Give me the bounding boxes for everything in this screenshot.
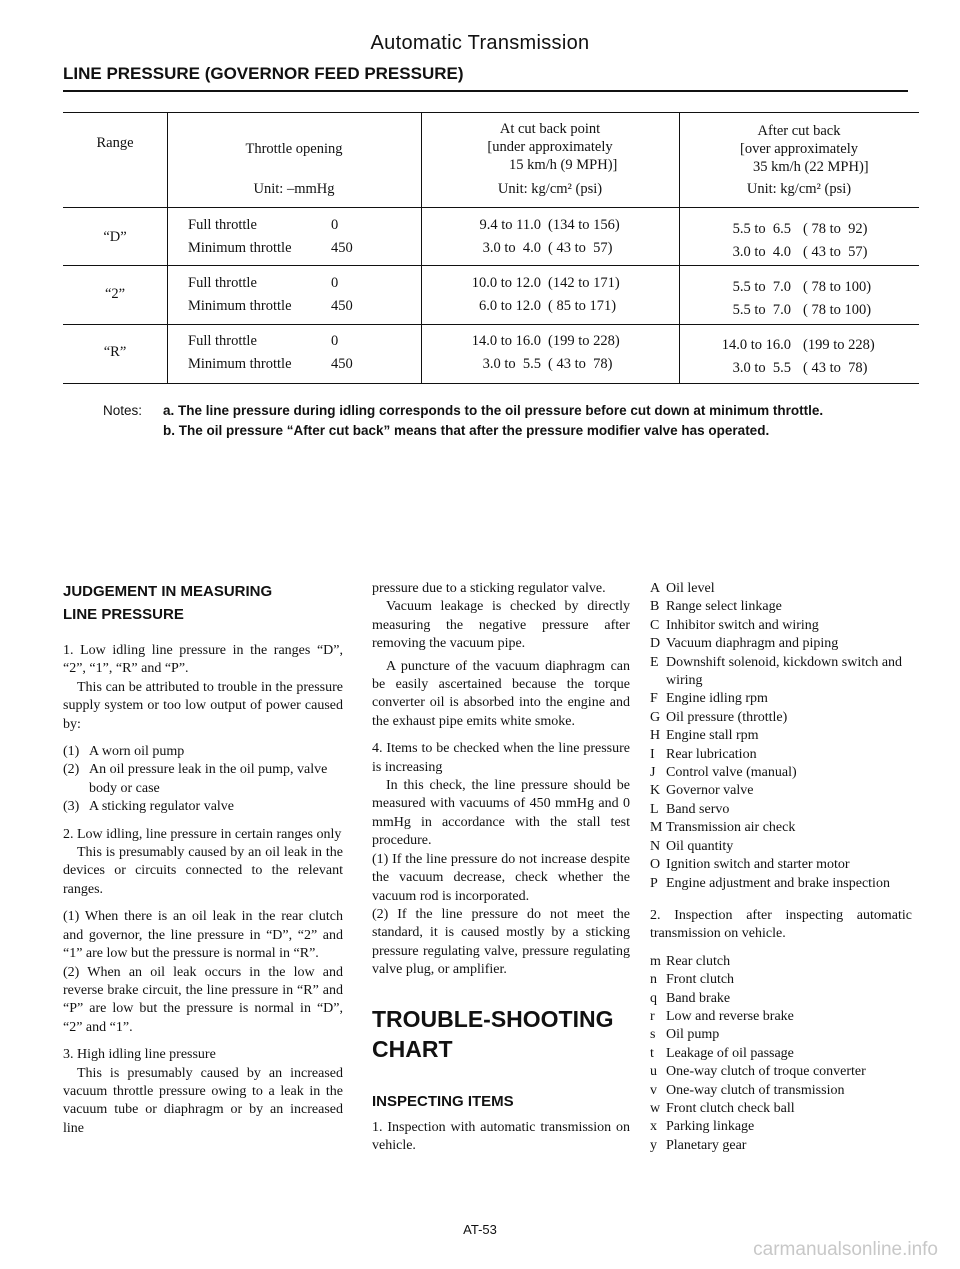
cut-header-3: 15 km/h (9 MPH)] [509, 157, 618, 173]
list-item: E Downshift solenoid, kickdown switch and wiring [650, 654, 903, 689]
list-item: L Band servo [650, 801, 730, 817]
throttle-value: 450 [331, 298, 353, 314]
list-item: w Front clutch check ball [650, 1100, 795, 1116]
throttle-unit: Unit: –mmHg [253, 181, 335, 197]
list-item: H Engine stall rpm [650, 728, 759, 744]
paragraph: 1. Low idling line pressure in the ranges “D”, “2”, “1”, “R” and “P”. [63, 643, 343, 677]
paragraph: Vacuum leakage is checked by directly measuring the negative pressure after removing the vacuum pipe. [372, 599, 630, 652]
throttle-label: Full throttle [188, 217, 257, 233]
throttle-label: Minimum throttle [188, 356, 292, 372]
list-item: (2) An oil pressure leak in the oil pump, valve body or case [63, 762, 328, 796]
right-column [650, 580, 912, 1155]
list-item: A Oil level [650, 581, 715, 596]
cut-value: 14.0 to 16.0 [471, 333, 541, 349]
paragraph: This is presumably caused by an increased vacuum throttle pressure owing to a leak in the vacuum tube or diaphragm or by an increased line [63, 1065, 343, 1136]
inspecting-items-heading: INSPECTING ITEMS [372, 1092, 514, 1110]
list-item: G Oil pressure (throttle) [650, 709, 788, 725]
line-pressure-table [63, 112, 919, 384]
paragraph: In this check, the line pressure should be measured with vacuums of 450 mmHg and 0 mmHg in accordance with the stall test procedure. [372, 778, 630, 849]
after-psi: ( 43 to 78) [803, 360, 868, 376]
range-label: “D” [103, 229, 127, 245]
watermark[interactable]: carmanualsonline.info [753, 1239, 938, 1260]
list-item: C Inhibitor switch and wiring [650, 617, 819, 633]
section-title: LINE PRESSURE (GOVERNOR FEED PRESSURE) [63, 64, 464, 83]
cut-psi: (134 to 156) [548, 217, 620, 233]
middle-column [372, 580, 630, 1155]
list-item: N Oil quantity [650, 838, 734, 854]
list-item: (1) A worn oil pump [63, 744, 185, 760]
throttle-value: 0 [331, 333, 339, 349]
left-column [63, 580, 343, 1138]
cut-psi: (199 to 228) [548, 333, 620, 349]
throttle-value: 0 [331, 275, 339, 291]
cut-header-1: At cut back point [499, 121, 601, 137]
inspection-list-2 [650, 953, 912, 1155]
after-value: 5.5 to 7.0 [732, 279, 791, 295]
paragraph: A puncture of the vacuum diaphragm can be easily ascertained because the torque converter oil is absorbed into the engine and the exhaust pipe emits white smoke. [372, 658, 630, 729]
throttle-label: Minimum throttle [188, 240, 292, 256]
after-value: 14.0 to 16.0 [721, 337, 791, 353]
after-header-3: 35 km/h (22 MPH)] [753, 159, 869, 175]
note-b: b. The oil pressure “After cut back” means that after the pressure modifier valve has operated. [163, 423, 770, 438]
after-value: 3.0 to 5.5 [732, 360, 791, 376]
paragraph: This can be attributed to trouble in the pressure supply system or too low output of power caused by: [63, 679, 343, 732]
list-item: v One-way clutch of transmission [650, 1082, 845, 1098]
throttle-value: 0 [331, 217, 339, 233]
after-psi: ( 78 to 100) [803, 279, 872, 295]
trouble-shooting-heading: TROUBLE-SHOOTING [372, 1005, 614, 1032]
cut-header-2: [under approximately [487, 139, 613, 155]
after-header-1: After cut back [757, 123, 841, 139]
page-header: Automatic Transmission [370, 32, 590, 54]
list-item: P Engine adjustment and brake inspection [650, 875, 890, 891]
list-item: s Oil pump [650, 1027, 720, 1043]
throttle-value: 450 [331, 240, 353, 256]
list-item: m Rear clutch [650, 953, 731, 969]
range-label: “2” [104, 286, 126, 302]
range-label: “R” [103, 344, 127, 360]
cut-unit: Unit: kg/cm² (psi) [497, 181, 603, 197]
list-item: O Ignition switch and starter motor [650, 857, 850, 873]
list-item: r Low and reverse brake [650, 1008, 794, 1024]
list-item: B Range select linkage [650, 599, 782, 615]
notes-label: Notes: [103, 403, 143, 418]
cut-value: 3.0 to 4.0 [482, 240, 541, 256]
list-item: D Vacuum diaphragm and piping [650, 636, 839, 652]
trouble-shooting-heading: CHART [372, 1035, 453, 1062]
paragraph: (1) If the line pressure do not increase despite the vacuum decrease, check whether the vacuum rod is incorporated. [372, 851, 630, 904]
after-psi: ( 78 to 100) [803, 302, 872, 318]
range-header: Range [96, 135, 134, 151]
paragraph: 2. Low idling, line pressure in certain ranges only [63, 826, 342, 842]
list-item: M Transmission air check [650, 820, 796, 836]
after-header-2: [over approximately [740, 141, 858, 157]
paragraph: 1. Inspection with automatic transmission on vehicle. [372, 1119, 630, 1153]
section-heading: LINE PRESSURE [63, 606, 184, 623]
throttle-value: 450 [331, 356, 353, 372]
cut-value: 9.4 to 11.0 [479, 217, 541, 233]
cut-psi: (142 to 171) [548, 275, 620, 291]
list-item: I Rear lubrication [650, 746, 757, 762]
throttle-label: Full throttle [188, 275, 257, 291]
after-psi: ( 78 to 92) [803, 221, 868, 237]
paragraph: (1) When there is an oil leak in the rear clutch and governor, the line pressure in “D”, “2” and “1” are low but the pressure is normal in “R”. [63, 909, 343, 962]
cut-psi: ( 43 to 57) [548, 240, 613, 256]
throttle-header: Throttle opening [245, 141, 343, 157]
throttle-label: Minimum throttle [188, 298, 292, 314]
cut-value: 3.0 to 5.5 [482, 356, 541, 372]
after-value: 3.0 to 4.0 [732, 244, 791, 260]
paragraph: 4. Items to be checked when the line pressure is increasing [372, 741, 630, 775]
paragraph: (2) When an oil leak occurs in the low and reverse brake circuit, the line pressure in “R” and “P” are low but the pressure is normal in “D”, “2” and “1”. [63, 964, 343, 1035]
cut-psi: ( 43 to 78) [548, 356, 613, 372]
after-psi: ( 43 to 57) [803, 244, 868, 260]
paragraph: pressure due to a sticking regulator valve. [372, 581, 606, 596]
note-a: a. The line pressure during idling corresponds to the oil pressure before cut down at minimum throttle. [163, 403, 824, 418]
list-item: x Parking linkage [650, 1119, 755, 1135]
paragraph: This is presumably caused by an oil leak in the devices or circuits connected to the relevant ranges. [63, 845, 343, 897]
section-heading: JUDGEMENT IN MEASURING [63, 583, 273, 600]
cut-psi: ( 85 to 171) [548, 298, 617, 314]
page-number: AT-53 [463, 1222, 497, 1237]
list-item: J Control valve (manual) [650, 765, 797, 781]
list-item: F Engine idling rpm [650, 691, 768, 707]
throttle-label: Full throttle [188, 333, 257, 349]
inspection-list-1 [650, 580, 912, 893]
cut-value: 6.0 to 12.0 [478, 298, 541, 314]
after-psi: (199 to 228) [803, 337, 875, 353]
paragraph: 2. Inspection after inspecting automatic transmission on vehicle. [650, 907, 912, 942]
cut-value: 10.0 to 12.0 [471, 275, 541, 291]
after-value: 5.5 to 6.5 [732, 221, 791, 237]
paragraph: (2) If the line pressure do not meet the standard, it is caused mostly by a sticking pressure regulating valve, pressure regulating valve plug, or amplifier. [372, 906, 630, 978]
list-item: y Planetary gear [650, 1137, 747, 1153]
list-item: K Governor valve [650, 783, 754, 799]
title-rule [63, 90, 908, 92]
list-item: u One-way clutch of troque converter [650, 1064, 866, 1080]
list-item: q Band brake [650, 990, 731, 1006]
list-item: (3) A sticking regulator valve [63, 799, 235, 815]
after-unit: Unit: kg/cm² (psi) [746, 181, 852, 197]
after-value: 5.5 to 7.0 [732, 302, 791, 318]
paragraph: 3. High idling line pressure [63, 1047, 216, 1063]
list-item: t Leakage of oil passage [650, 1045, 794, 1061]
list-item: n Front clutch [650, 972, 735, 988]
